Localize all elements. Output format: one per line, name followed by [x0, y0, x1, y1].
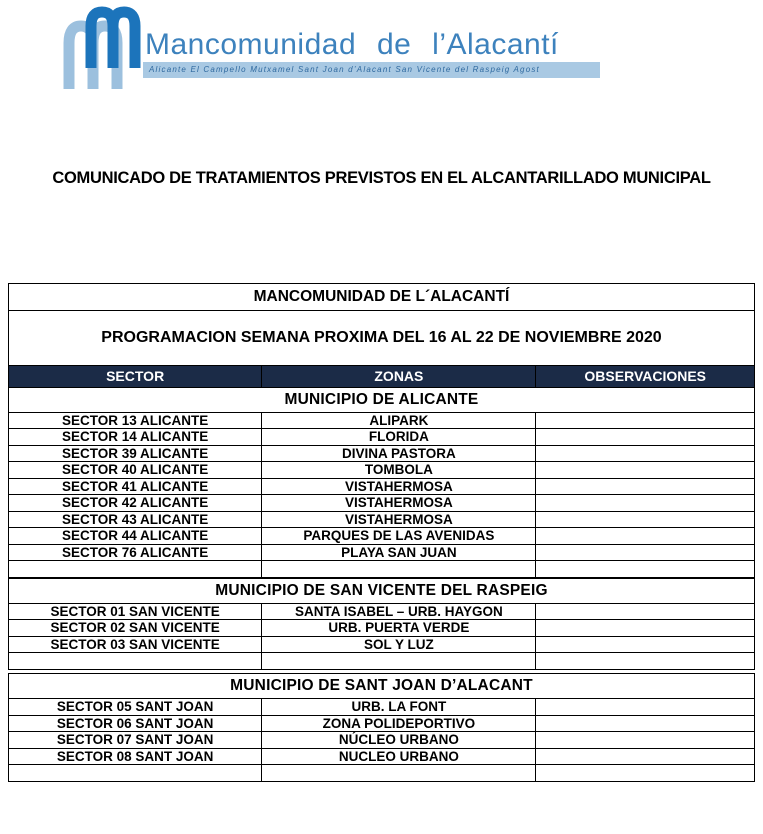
cell-sector: SECTOR 44 ALICANTE [9, 528, 262, 544]
table-row [9, 637, 754, 654]
cell-sector: SECTOR 03 SAN VICENTE [9, 637, 262, 653]
cell-observaciones [536, 462, 754, 478]
cell-observaciones [536, 749, 754, 765]
municipality-header: MUNICIPIO DE SANT JOAN D’ALACANT [9, 674, 754, 699]
table-row [9, 604, 754, 621]
table-head-block [8, 283, 755, 578]
cell-observaciones [536, 446, 754, 462]
cell-sector: SECTOR 43 ALICANTE [9, 512, 262, 528]
table-row [9, 732, 754, 749]
table-row [9, 653, 754, 670]
municipality-section [9, 388, 754, 578]
cell-sector: SECTOR 08 SANT JOAN [9, 749, 262, 765]
cell-zonas [262, 561, 536, 577]
table-row [9, 699, 754, 716]
cell-sector: SECTOR 07 SANT JOAN [9, 732, 262, 748]
municipality-block [8, 673, 755, 782]
cell-sector: SECTOR 42 ALICANTE [9, 495, 262, 511]
cell-zonas: SANTA ISABEL – URB. HAYGON [262, 604, 536, 620]
table-row [9, 512, 754, 529]
municipality-block [8, 578, 755, 670]
municipality-rows [9, 604, 754, 670]
brand-name: Mancomunidad de l’Alacantí [145, 28, 559, 61]
cell-zonas: NUCLEO URBANO [262, 749, 536, 765]
cell-observaciones [536, 479, 754, 495]
cell-zonas: TOMBOLA [262, 462, 536, 478]
mancomunidad-logo-icon [62, 5, 144, 91]
cell-zonas: PLAYA SAN JUAN [262, 545, 536, 561]
municipalities-banner: Alicante El Campello Mutxamel Sant Joan d’Alacant San Vicente del Raspeig Agost [143, 62, 600, 78]
document-title: COMUNICADO DE TRATAMIENTOS PREVISTOS EN EL ALCANTARILLADO MUNICIPAL [52, 169, 711, 187]
cell-observaciones [536, 620, 754, 636]
column-header-sector: SECTOR [9, 366, 262, 387]
table-row [9, 561, 754, 578]
cell-sector: SECTOR 40 ALICANTE [9, 462, 262, 478]
table-row [9, 429, 754, 446]
table-title: MANCOMUNIDAD DE L´ALACANTÍ [9, 284, 754, 311]
cell-zonas: VISTAHERMOSA [262, 512, 536, 528]
municipality-header: MUNICIPIO DE ALICANTE [9, 388, 754, 413]
cell-sector [9, 653, 262, 669]
cell-sector: SECTOR 05 SANT JOAN [9, 699, 262, 715]
column-header-zonas: ZONAS [262, 366, 536, 387]
municipality-rows [9, 413, 754, 578]
cell-sector: SECTOR 01 SAN VICENTE [9, 604, 262, 620]
cell-observaciones [536, 495, 754, 511]
cell-zonas: ZONA POLIDEPORTIVO [262, 716, 536, 732]
table-row [9, 528, 754, 545]
municipality-section [9, 579, 754, 670]
treatments-table [8, 283, 755, 782]
cell-zonas: VISTAHERMOSA [262, 479, 536, 495]
table-row [9, 749, 754, 766]
cell-sector: SECTOR 13 ALICANTE [9, 413, 262, 429]
cell-observaciones [536, 699, 754, 715]
cell-observaciones [536, 604, 754, 620]
table-row [9, 462, 754, 479]
cell-zonas: VISTAHERMOSA [262, 495, 536, 511]
cell-observaciones [536, 637, 754, 653]
cell-sector: SECTOR 39 ALICANTE [9, 446, 262, 462]
cell-observaciones [536, 561, 754, 577]
municipality-rows [9, 699, 754, 782]
cell-observaciones [536, 653, 754, 669]
cell-sector: SECTOR 76 ALICANTE [9, 545, 262, 561]
cell-observaciones [536, 732, 754, 748]
cell-observaciones [536, 429, 754, 445]
cell-observaciones [536, 716, 754, 732]
table-row [9, 446, 754, 463]
cell-sector [9, 561, 262, 577]
municipality-blocks [8, 578, 755, 782]
cell-observaciones [536, 545, 754, 561]
table-row [9, 545, 754, 562]
cell-observaciones [536, 413, 754, 429]
column-header-row [9, 366, 754, 388]
cell-zonas: DIVINA PASTORA [262, 446, 536, 462]
cell-observaciones [536, 765, 754, 781]
cell-zonas: PARQUES DE LAS AVENIDAS [262, 528, 536, 544]
cell-observaciones [536, 512, 754, 528]
cell-sector: SECTOR 41 ALICANTE [9, 479, 262, 495]
municipality-section [9, 674, 754, 782]
cell-zonas: URB. PUERTA VERDE [262, 620, 536, 636]
table-row [9, 716, 754, 733]
cell-zonas: URB. LA FONT [262, 699, 536, 715]
cell-zonas: SOL Y LUZ [262, 637, 536, 653]
cell-zonas: FLORIDA [262, 429, 536, 445]
cell-zonas: NÚCLEO URBANO [262, 732, 536, 748]
cell-zonas: ALIPARK [262, 413, 536, 429]
municipality-header: MUNICIPIO DE SAN VICENTE DEL RASPEIG [9, 579, 754, 604]
cell-sector: SECTOR 14 ALICANTE [9, 429, 262, 445]
cell-observaciones [536, 528, 754, 544]
cell-zonas [262, 765, 536, 781]
table-row [9, 765, 754, 782]
cell-sector: SECTOR 06 SANT JOAN [9, 716, 262, 732]
cell-sector [9, 765, 262, 781]
table-row [9, 479, 754, 496]
cell-zonas [262, 653, 536, 669]
column-header-observaciones: OBSERVACIONES [584, 368, 707, 385]
table-row [9, 413, 754, 430]
table-row [9, 495, 754, 512]
table-row [9, 620, 754, 637]
table-subtitle: PROGRAMACION SEMANA PROXIMA DEL 16 AL 22 DE NOVIEMBRE 2020 [9, 311, 754, 367]
cell-sector: SECTOR 02 SAN VICENTE [9, 620, 262, 636]
